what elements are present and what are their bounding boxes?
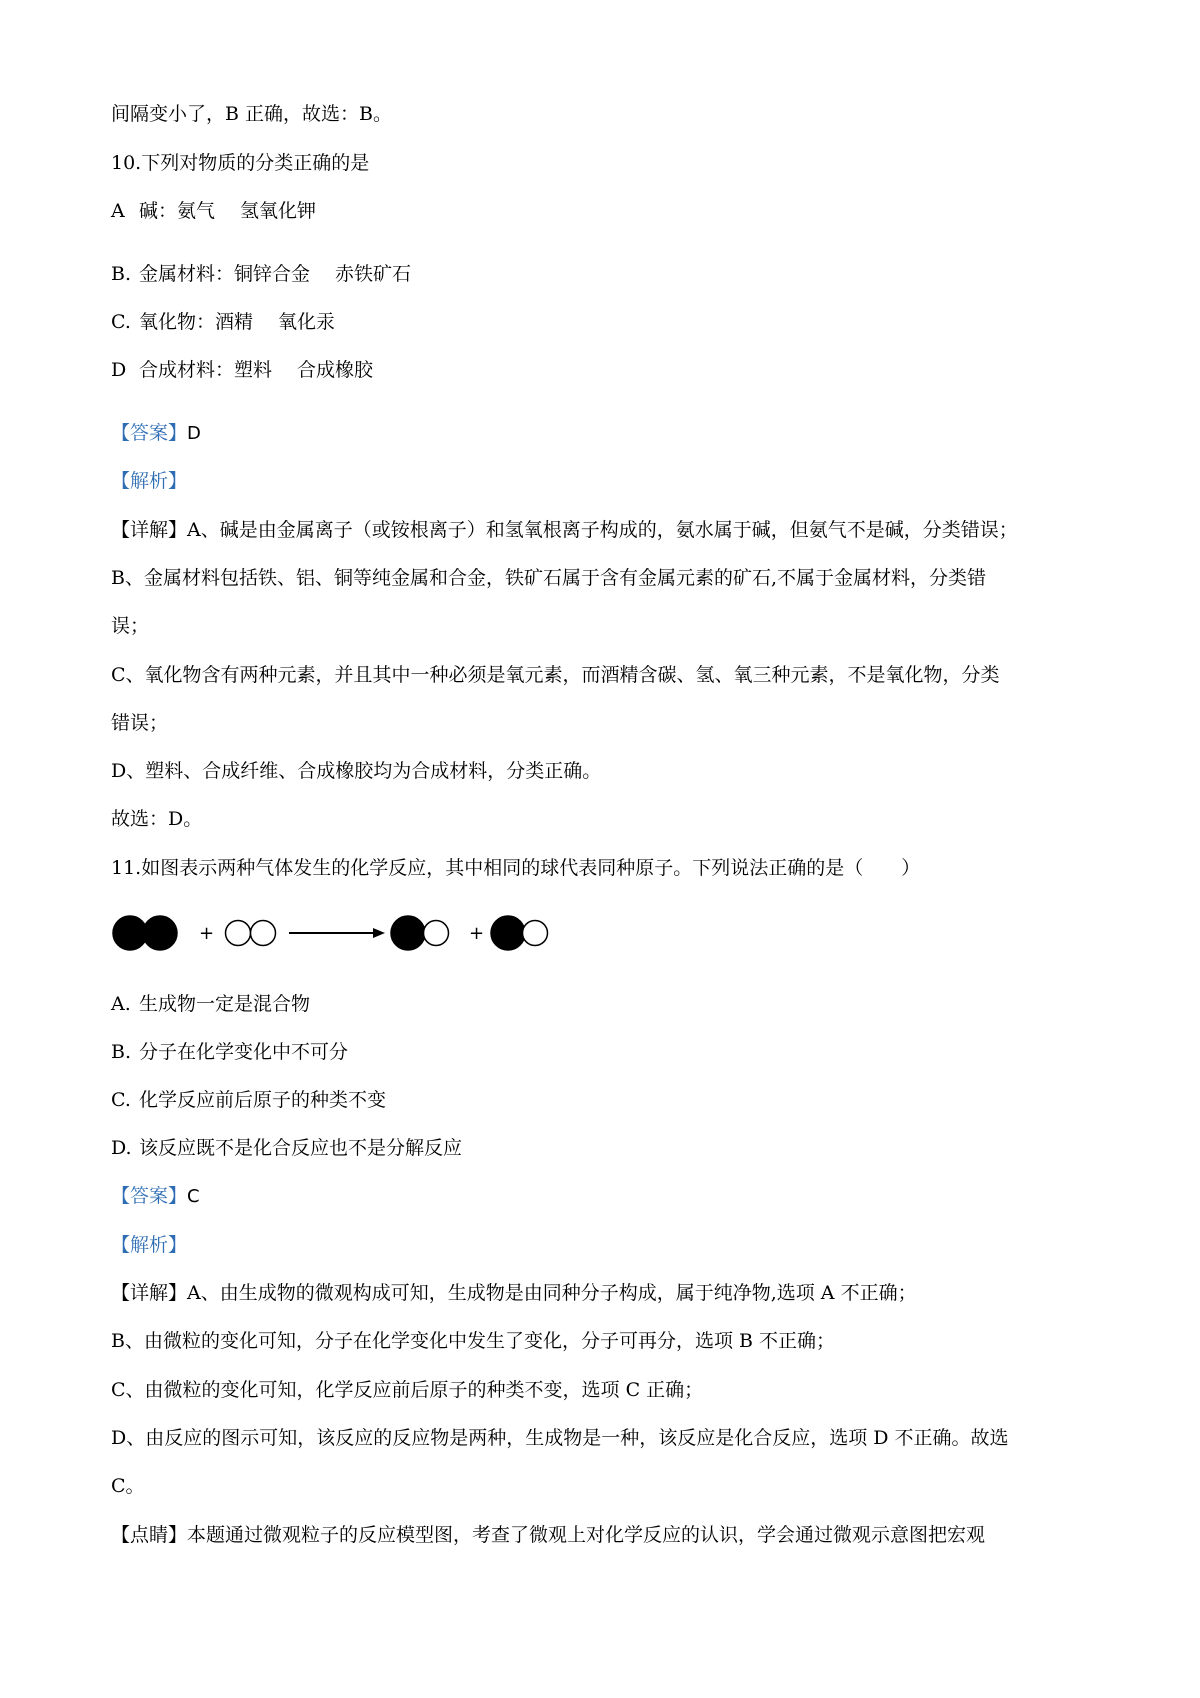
q10-detail-2: B、金属材料包括铁、铝、铜等纯金属和合金，铁矿石属于含有金属元素的矿石,不属于金属材料，分类错 [111,567,987,589]
q10-analysis-tag: 【解析】 [111,470,188,492]
q11-option-d: D. 该反应既不是化合反应也不是分解反应 [111,1137,463,1159]
q10-detail-4: C、氧化物含有两种元素，并且其中一种必须是氧元素，而酒精含碳、氢、氧三种元素，不是氧化物，分类 [111,664,1000,686]
q11-analysis-tag: 【解析】 [111,1234,188,1256]
q11-detail-2: B、由微粒的变化可知，分子在化学变化中发生了变化，分子可再分，选项 B 不正确； [111,1330,836,1352]
q11-detail-4: D、由反应的图示可知，该反应的反应物是两种，生成物是一种，该反应是化合反应，选项 D 不正确。故选 [111,1427,1009,1449]
product-molecule-1 [391,916,449,950]
q10-detail-6: D、塑料、合成纤维、合成橡胶均为合成材料，分类正确。 [111,760,602,782]
text-line: 间隔变小了，B 正确，故选：B。 [111,103,392,125]
q11-option-a: A. 生成物一定是混合物 [111,993,311,1015]
q10-detail-3: 误； [111,615,150,637]
q11-option-c: C. 化学反应前后原子的种类不变 [111,1089,387,1111]
question-11: 11.如图表示两种气体发生的化学反应，其中相同的球代表同种原子。下列说法正确的是（ ） [111,857,921,879]
q11-detail-1: 【详解】A、由生成物的微观构成可知，生成物是由同种分子构成，属于纯净物,选项 A 不正确； [111,1282,917,1304]
q10-option-c: C. 氧化物：酒精 氧化汞 [111,311,336,333]
q10-option-b: B. 金属材料：铜锌合金 赤铁矿石 [111,263,412,285]
q10-answer: 【答案】D [111,422,201,444]
q10-detail-7: 故选：D。 [111,808,203,830]
q10-option-a: A 碱：氨气 氢氧化钾 [111,200,317,222]
reaction-diagram [111,908,581,958]
q10-detail-5: 错误； [111,712,169,734]
question-10: 10.下列对物质的分类正确的是 [111,152,370,174]
plus-sign: + [199,923,215,944]
q11-detail-6: 【点睛】本题通过微观粒子的反应模型图，考查了微观上对化学反应的认识，学会通过微观示意图把宏观 [111,1524,986,1546]
q10-option-d: D 合成材料：塑料 合成橡胶 [111,359,374,381]
product-molecule-2 [491,916,548,950]
q11-detail-3: C、由微粒的变化可知，化学反应前后原子的种类不变，选项 C 正确； [111,1379,704,1401]
plus-sign: + [469,923,485,944]
q11-answer: 【答案】C [111,1185,200,1207]
reaction-arrow-icon [289,928,385,938]
reactant-molecule-white [226,921,276,946]
q11-detail-5: C。 [111,1475,145,1497]
q11-option-b: B. 分子在化学变化中不可分 [111,1041,349,1063]
q10-detail-1: 【详解】A、碱是由金属离子（或铵根离子）和氢氧根离子构成的，氨水属于碱，但氨气不是碱，分类错误； [111,519,1018,541]
reactant-molecule-black [113,916,177,950]
